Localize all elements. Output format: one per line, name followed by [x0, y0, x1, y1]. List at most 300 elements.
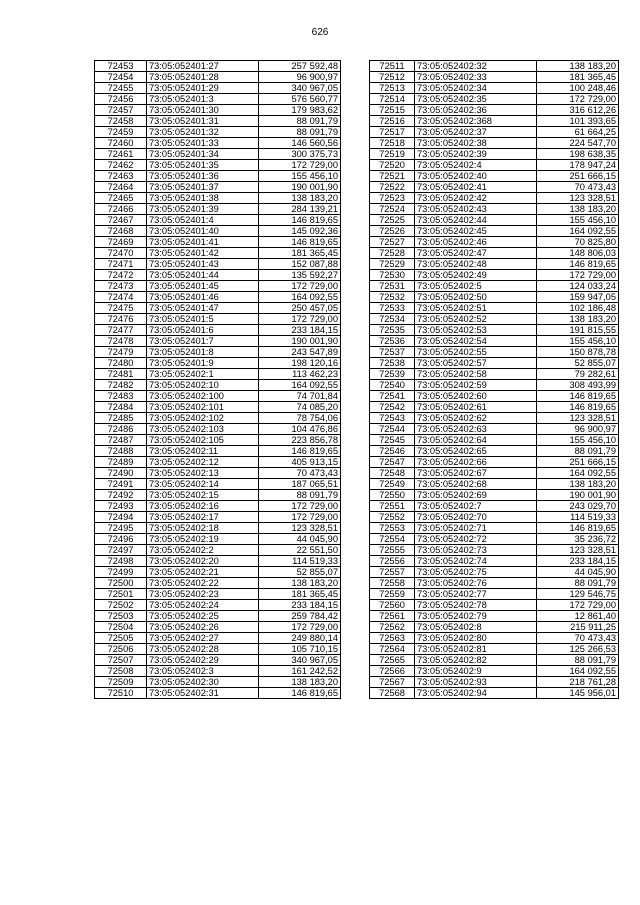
table-row: [95, 523, 341, 534]
row-number-cell: 72470: [95, 248, 147, 259]
cadastral-number-cell: 73:05:052402:72: [415, 534, 537, 545]
amount-cell: 88 091,79: [259, 490, 341, 501]
amount-cell: 340 967,05: [259, 655, 341, 666]
cadastral-number-cell: 73:05:052402:29: [147, 655, 259, 666]
table-row: [370, 347, 619, 358]
table-row: [95, 138, 341, 149]
cadastral-number-cell: 73:05:052402:3: [147, 666, 259, 677]
amount-cell: 224 547,70: [537, 138, 619, 149]
amount-cell: 243 547,89: [259, 347, 341, 358]
row-number-cell: 72521: [370, 171, 415, 182]
row-number-cell: 72541: [370, 391, 415, 402]
amount-cell: 218 761,28: [537, 677, 619, 688]
row-number-cell: 72500: [95, 578, 147, 589]
table-row: [370, 446, 619, 457]
table-row: [370, 424, 619, 435]
cadastral-number-cell: 73:05:052402:42: [415, 193, 537, 204]
row-number-cell: 72504: [95, 622, 147, 633]
table-row: [370, 633, 619, 644]
cadastral-number-cell: 73:05:052402:36: [415, 105, 537, 116]
amount-cell: 223 856,78: [259, 435, 341, 446]
amount-cell: 138 183,20: [537, 204, 619, 215]
amount-cell: 190 001,90: [259, 336, 341, 347]
cadastral-number-cell: 73:05:052401:9: [147, 358, 259, 369]
amount-cell: 88 091,79: [259, 116, 341, 127]
table-row: [95, 457, 341, 468]
row-number-cell: 72495: [95, 523, 147, 534]
cadastral-number-cell: 73:05:052402:50: [415, 292, 537, 303]
cadastral-number-cell: 73:05:052402:11: [147, 446, 259, 457]
cadastral-number-cell: 73:05:052402:9: [415, 666, 537, 677]
cadastral-number-cell: 73:05:052402:16: [147, 501, 259, 512]
cadastral-number-cell: 73:05:052402:103: [147, 424, 259, 435]
cadastral-number-cell: 73:05:052402:77: [415, 589, 537, 600]
amount-cell: 146 819,65: [259, 688, 341, 699]
table-row: [370, 314, 619, 325]
cadastral-number-cell: 73:05:052402:73: [415, 545, 537, 556]
table-row: [370, 237, 619, 248]
row-number-cell: 72515: [370, 105, 415, 116]
amount-cell: 233 184,15: [537, 556, 619, 567]
cadastral-number-cell: 73:05:052402:76: [415, 578, 537, 589]
table-row: [370, 160, 619, 171]
amount-cell: 114 519,33: [537, 512, 619, 523]
cadastral-number-cell: 73:05:052402:43: [415, 204, 537, 215]
row-number-cell: 72456: [95, 94, 147, 105]
cadastral-number-cell: 73:05:052402:65: [415, 446, 537, 457]
row-number-cell: 72544: [370, 424, 415, 435]
amount-cell: 172 729,00: [259, 512, 341, 523]
table-row: [95, 622, 341, 633]
row-number-cell: 72491: [95, 479, 147, 490]
row-number-cell: 72564: [370, 644, 415, 655]
row-number-cell: 72476: [95, 314, 147, 325]
amount-cell: 179 983,62: [259, 105, 341, 116]
table-row: [370, 248, 619, 259]
amount-cell: 172 729,00: [259, 314, 341, 325]
row-number-cell: 72525: [370, 215, 415, 226]
cadastral-number-cell: 73:05:052402:20: [147, 556, 259, 567]
table-row: [370, 182, 619, 193]
table-row: [95, 94, 341, 105]
amount-cell: 178 947,24: [537, 160, 619, 171]
table-row: [95, 578, 341, 589]
cadastral-number-cell: 73:05:052402:368: [415, 116, 537, 127]
row-number-cell: 72482: [95, 380, 147, 391]
cadastral-number-cell: 73:05:052401:6: [147, 325, 259, 336]
amount-cell: 340 967,05: [259, 83, 341, 94]
table-row: [95, 435, 341, 446]
row-number-cell: 72530: [370, 270, 415, 281]
amount-cell: 249 880,14: [259, 633, 341, 644]
row-number-cell: 72549: [370, 479, 415, 490]
amount-cell: 100 248,46: [537, 83, 619, 94]
left-register-table: [94, 60, 341, 699]
cadastral-number-cell: 73:05:052402:14: [147, 479, 259, 490]
row-number-cell: 72567: [370, 677, 415, 688]
amount-cell: 146 819,65: [259, 446, 341, 457]
amount-cell: 146 819,65: [259, 237, 341, 248]
cadastral-number-cell: 73:05:052401:27: [147, 61, 259, 72]
table-row: [95, 270, 341, 281]
cadastral-number-cell: 73:05:052402:39: [415, 149, 537, 160]
amount-cell: 150 878,78: [537, 347, 619, 358]
row-number-cell: 72542: [370, 402, 415, 413]
amount-cell: 181 365,45: [259, 248, 341, 259]
row-number-cell: 72481: [95, 369, 147, 380]
table-row: [370, 61, 619, 72]
row-number-cell: 72477: [95, 325, 147, 336]
cadastral-number-cell: 73:05:052401:8: [147, 347, 259, 358]
row-number-cell: 72533: [370, 303, 415, 314]
row-number-cell: 72458: [95, 116, 147, 127]
amount-cell: 146 819,65: [537, 402, 619, 413]
row-number-cell: 72459: [95, 127, 147, 138]
table-row: [370, 83, 619, 94]
table-row: [95, 215, 341, 226]
table-row: [95, 127, 341, 138]
table-row: [370, 600, 619, 611]
amount-cell: 105 710,15: [259, 644, 341, 655]
row-number-cell: 72468: [95, 226, 147, 237]
cadastral-number-cell: 73:05:052402:67: [415, 468, 537, 479]
amount-cell: 172 729,00: [537, 94, 619, 105]
table-row: [95, 501, 341, 512]
amount-cell: 155 456,10: [537, 215, 619, 226]
amount-cell: 146 819,65: [537, 523, 619, 534]
row-number-cell: 72496: [95, 534, 147, 545]
cadastral-number-cell: 73:05:052402:100: [147, 391, 259, 402]
table-row: [370, 479, 619, 490]
table-row: [370, 325, 619, 336]
row-number-cell: 72460: [95, 138, 147, 149]
row-number-cell: 72556: [370, 556, 415, 567]
row-number-cell: 72548: [370, 468, 415, 479]
cadastral-number-cell: 73:05:052402:35: [415, 94, 537, 105]
row-number-cell: 72490: [95, 468, 147, 479]
amount-cell: 164 092,55: [537, 666, 619, 677]
cadastral-number-cell: 73:05:052402:82: [415, 655, 537, 666]
cadastral-number-cell: 73:05:052401:38: [147, 193, 259, 204]
amount-cell: 44 045,90: [259, 534, 341, 545]
amount-cell: 198 638,35: [537, 149, 619, 160]
cadastral-number-cell: 73:05:052402:33: [415, 72, 537, 83]
cadastral-number-cell: 73:05:052402:21: [147, 567, 259, 578]
cadastral-number-cell: 73:05:052402:10: [147, 380, 259, 391]
row-number-cell: 72561: [370, 611, 415, 622]
table-row: [95, 325, 341, 336]
cadastral-number-cell: 73:05:052402:25: [147, 611, 259, 622]
row-number-cell: 72534: [370, 314, 415, 325]
amount-cell: 96 900,97: [259, 72, 341, 83]
table-row: [370, 336, 619, 347]
row-number-cell: 72566: [370, 666, 415, 677]
row-number-cell: 72487: [95, 435, 147, 446]
amount-cell: 148 806,03: [537, 248, 619, 259]
amount-cell: 146 560,56: [259, 138, 341, 149]
table-row: [95, 72, 341, 83]
table-row: [95, 479, 341, 490]
amount-cell: 155 456,10: [537, 435, 619, 446]
row-number-cell: 72467: [95, 215, 147, 226]
table-row: [370, 523, 619, 534]
amount-cell: 88 091,79: [537, 655, 619, 666]
cadastral-number-cell: 73:05:052402:59: [415, 380, 537, 391]
table-row: [370, 391, 619, 402]
table-row: [95, 248, 341, 259]
cadastral-number-cell: 73:05:052402:71: [415, 523, 537, 534]
cadastral-number-cell: 73:05:052402:51: [415, 303, 537, 314]
amount-cell: 74 701,84: [259, 391, 341, 402]
row-number-cell: 72503: [95, 611, 147, 622]
cadastral-number-cell: 73:05:052402:23: [147, 589, 259, 600]
row-number-cell: 72526: [370, 226, 415, 237]
table-row: [95, 182, 341, 193]
table-row: [95, 402, 341, 413]
row-number-cell: 72553: [370, 523, 415, 534]
cadastral-number-cell: 73:05:052401:35: [147, 160, 259, 171]
amount-cell: 164 092,55: [537, 226, 619, 237]
amount-cell: 123 328,51: [259, 523, 341, 534]
row-number-cell: 72465: [95, 193, 147, 204]
amount-cell: 124 033,24: [537, 281, 619, 292]
row-number-cell: 72523: [370, 193, 415, 204]
amount-cell: 114 519,33: [259, 556, 341, 567]
row-number-cell: 72473: [95, 281, 147, 292]
row-number-cell: 72474: [95, 292, 147, 303]
row-number-cell: 72536: [370, 336, 415, 347]
amount-cell: 138 183,20: [537, 479, 619, 490]
amount-cell: 138 183,20: [537, 314, 619, 325]
row-number-cell: 72540: [370, 380, 415, 391]
amount-cell: 152 087,88: [259, 259, 341, 270]
right-table-body: [370, 61, 619, 699]
amount-cell: 257 592,48: [259, 61, 341, 72]
row-number-cell: 72488: [95, 446, 147, 457]
row-number-cell: 72454: [95, 72, 147, 83]
table-row: [95, 347, 341, 358]
amount-cell: 125 266,53: [537, 644, 619, 655]
row-number-cell: 72559: [370, 589, 415, 600]
cadastral-number-cell: 73:05:052402:58: [415, 369, 537, 380]
amount-cell: 138 183,20: [259, 677, 341, 688]
row-number-cell: 72507: [95, 655, 147, 666]
amount-cell: 129 546,75: [537, 589, 619, 600]
table-row: [370, 72, 619, 83]
row-number-cell: 72520: [370, 160, 415, 171]
cadastral-number-cell: 73:05:052402:17: [147, 512, 259, 523]
row-number-cell: 72514: [370, 94, 415, 105]
cadastral-number-cell: 73:05:052402:53: [415, 325, 537, 336]
table-row: [95, 369, 341, 380]
amount-cell: 123 328,51: [537, 413, 619, 424]
cadastral-number-cell: 73:05:052402:79: [415, 611, 537, 622]
amount-cell: 172 729,00: [537, 270, 619, 281]
table-row: [370, 589, 619, 600]
row-number-cell: 72516: [370, 116, 415, 127]
amount-cell: 88 091,79: [537, 578, 619, 589]
row-number-cell: 72513: [370, 83, 415, 94]
table-row: [95, 567, 341, 578]
table-row: [95, 633, 341, 644]
table-row: [95, 611, 341, 622]
cadastral-number-cell: 73:05:052402:19: [147, 534, 259, 545]
row-number-cell: 72493: [95, 501, 147, 512]
table-row: [95, 512, 341, 523]
amount-cell: 159 947,05: [537, 292, 619, 303]
table-row: [370, 490, 619, 501]
row-number-cell: 72508: [95, 666, 147, 677]
table-row: [95, 446, 341, 457]
row-number-cell: 72518: [370, 138, 415, 149]
amount-cell: 250 457,05: [259, 303, 341, 314]
amount-cell: 61 664,25: [537, 127, 619, 138]
table-row: [95, 259, 341, 270]
cadastral-number-cell: 73:05:052401:32: [147, 127, 259, 138]
amount-cell: 70 473,43: [259, 468, 341, 479]
amount-cell: 190 001,90: [537, 490, 619, 501]
table-row: [370, 105, 619, 116]
cadastral-number-cell: 73:05:052402:57: [415, 358, 537, 369]
cadastral-number-cell: 73:05:052402:30: [147, 677, 259, 688]
row-number-cell: 72469: [95, 237, 147, 248]
amount-cell: 123 328,51: [537, 545, 619, 556]
table-row: [95, 666, 341, 677]
cadastral-number-cell: 73:05:052401:42: [147, 248, 259, 259]
row-number-cell: 72551: [370, 501, 415, 512]
cadastral-number-cell: 73:05:052402:18: [147, 523, 259, 534]
row-number-cell: 72538: [370, 358, 415, 369]
row-number-cell: 72480: [95, 358, 147, 369]
table-row: [95, 61, 341, 72]
row-number-cell: 72550: [370, 490, 415, 501]
amount-cell: 155 456,10: [259, 171, 341, 182]
table-row: [370, 402, 619, 413]
row-number-cell: 72484: [95, 402, 147, 413]
amount-cell: 284 139,21: [259, 204, 341, 215]
cadastral-number-cell: 73:05:052401:34: [147, 149, 259, 160]
table-row: [95, 413, 341, 424]
amount-cell: 164 092,55: [537, 468, 619, 479]
table-row: [370, 171, 619, 182]
row-number-cell: 72511: [370, 61, 415, 72]
row-number-cell: 72489: [95, 457, 147, 468]
left-table-body: [95, 61, 341, 699]
row-number-cell: 72463: [95, 171, 147, 182]
table-row: [95, 545, 341, 556]
amount-cell: 79 282,61: [537, 369, 619, 380]
amount-cell: 102 186,48: [537, 303, 619, 314]
cadastral-number-cell: 73:05:052401:36: [147, 171, 259, 182]
cadastral-number-cell: 73:05:052402:68: [415, 479, 537, 490]
row-number-cell: 72478: [95, 336, 147, 347]
page-number: 626: [311, 27, 329, 38]
cadastral-number-cell: 73:05:052402:28: [147, 644, 259, 655]
cadastral-number-cell: 73:05:052402:40: [415, 171, 537, 182]
row-number-cell: 72498: [95, 556, 147, 567]
amount-cell: 405 913,15: [259, 457, 341, 468]
cadastral-number-cell: 73:05:052401:30: [147, 105, 259, 116]
row-number-cell: 72461: [95, 149, 147, 160]
row-number-cell: 72466: [95, 204, 147, 215]
row-number-cell: 72509: [95, 677, 147, 688]
row-number-cell: 72557: [370, 567, 415, 578]
cadastral-number-cell: 73:05:052401:44: [147, 270, 259, 281]
row-number-cell: 72502: [95, 600, 147, 611]
amount-cell: 35 236,72: [537, 534, 619, 545]
cadastral-number-cell: 73:05:052402:102: [147, 413, 259, 424]
cadastral-number-cell: 73:05:052402:64: [415, 435, 537, 446]
row-number-cell: 72485: [95, 413, 147, 424]
cadastral-number-cell: 73:05:052402:44: [415, 215, 537, 226]
row-number-cell: 72453: [95, 61, 147, 72]
amount-cell: 113 462,23: [259, 369, 341, 380]
table-row: [370, 94, 619, 105]
row-number-cell: 72506: [95, 644, 147, 655]
amount-cell: 146 819,65: [537, 391, 619, 402]
amount-cell: 164 092,55: [259, 380, 341, 391]
amount-cell: 172 729,00: [537, 600, 619, 611]
amount-cell: 12 861,40: [537, 611, 619, 622]
amount-cell: 70 473,43: [537, 182, 619, 193]
row-number-cell: 72522: [370, 182, 415, 193]
amount-cell: 145 092,36: [259, 226, 341, 237]
cadastral-number-cell: 73:05:052402:66: [415, 457, 537, 468]
row-number-cell: 72483: [95, 391, 147, 402]
table-row: [95, 105, 341, 116]
table-row: [95, 688, 341, 699]
table-row: [95, 83, 341, 94]
amount-cell: 135 592,27: [259, 270, 341, 281]
table-row: [370, 512, 619, 523]
table-row: [95, 589, 341, 600]
cadastral-number-cell: 73:05:052402:47: [415, 248, 537, 259]
table-row: [370, 226, 619, 237]
cadastral-number-cell: 73:05:052402:7: [415, 501, 537, 512]
row-number-cell: 72479: [95, 347, 147, 358]
row-number-cell: 72563: [370, 633, 415, 644]
table-row: [370, 149, 619, 160]
amount-cell: 191 815,55: [537, 325, 619, 336]
cadastral-number-cell: 73:05:052401:4: [147, 215, 259, 226]
row-number-cell: 72562: [370, 622, 415, 633]
cadastral-number-cell: 73:05:052402:12: [147, 457, 259, 468]
table-row: [370, 666, 619, 677]
amount-cell: 138 183,20: [259, 578, 341, 589]
amount-cell: 146 819,65: [259, 215, 341, 226]
cadastral-number-cell: 73:05:052402:45: [415, 226, 537, 237]
row-number-cell: 72558: [370, 578, 415, 589]
cadastral-number-cell: 73:05:052402:61: [415, 402, 537, 413]
amount-cell: 181 365,45: [259, 589, 341, 600]
table-row: [95, 358, 341, 369]
cadastral-number-cell: 73:05:052402:69: [415, 490, 537, 501]
cadastral-number-cell: 73:05:052402:13: [147, 468, 259, 479]
amount-cell: 138 183,20: [259, 193, 341, 204]
table-row: [95, 116, 341, 127]
cadastral-number-cell: 73:05:052402:2: [147, 545, 259, 556]
amount-cell: 70 825,80: [537, 237, 619, 248]
cadastral-number-cell: 73:05:052401:41: [147, 237, 259, 248]
row-number-cell: 72532: [370, 292, 415, 303]
table-row: [370, 545, 619, 556]
cadastral-number-cell: 73:05:052402:49: [415, 270, 537, 281]
table-row: [95, 314, 341, 325]
row-number-cell: 72512: [370, 72, 415, 83]
row-number-cell: 72510: [95, 688, 147, 699]
table-row: [370, 611, 619, 622]
cadastral-number-cell: 73:05:052401:43: [147, 259, 259, 270]
